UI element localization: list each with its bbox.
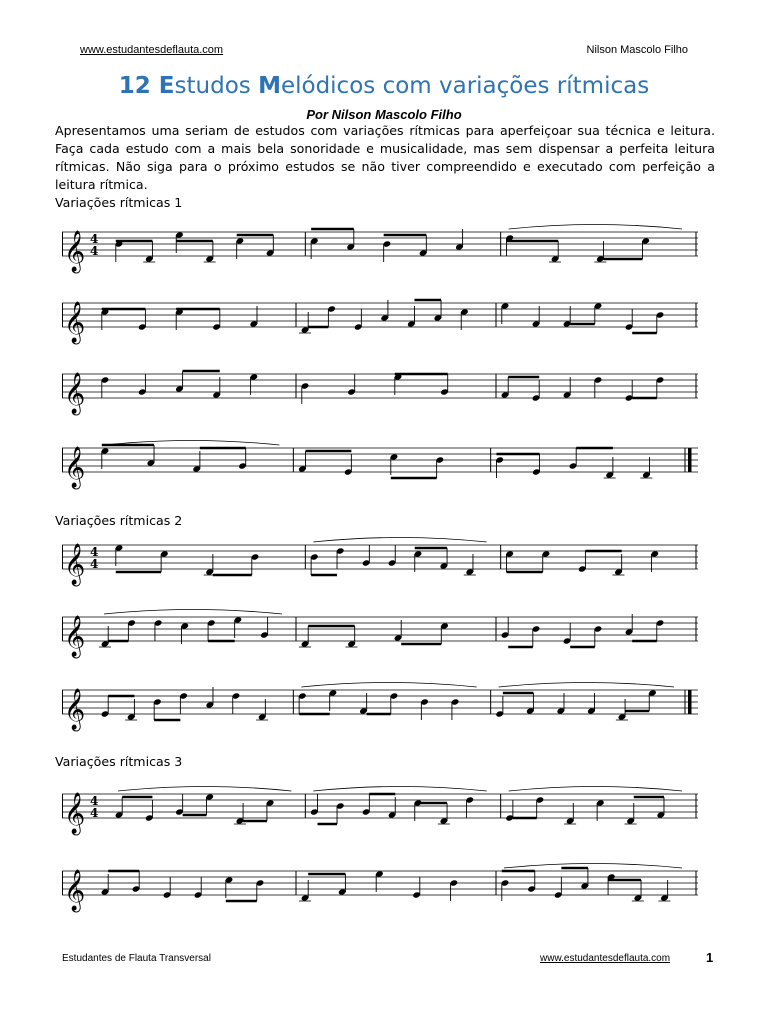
header-website-link[interactable]: www.estudantesdeflauta.com: [80, 44, 224, 56]
treble-clef-icon: 𝄞: [64, 616, 86, 657]
treble-clef-icon: 𝄞: [64, 544, 86, 585]
staff-graphic: [62, 293, 698, 343]
staff-graphic: [62, 861, 698, 911]
staff-graphic: [62, 535, 698, 585]
slur: [499, 683, 674, 688]
section-label-1: Variações rítmicas 1: [55, 195, 183, 210]
time-signature-top: 4: [90, 545, 99, 559]
music-staff: [62, 784, 698, 834]
final-bar-line: [688, 690, 692, 714]
section-label-2: Variações rítmicas 2: [55, 513, 183, 528]
header-author: Nilson Mascolo Filho: [586, 44, 688, 56]
slur: [509, 225, 682, 230]
treble-clef-icon: 𝄞: [64, 302, 86, 343]
slur: [509, 787, 682, 792]
treble-clef-icon: 𝄞: [64, 870, 86, 911]
music-staff: [62, 364, 698, 414]
music-staff: [62, 438, 698, 488]
music-staff: [62, 680, 698, 730]
slur: [301, 683, 476, 688]
slur: [313, 787, 486, 792]
staff-graphic: [62, 364, 698, 414]
music-staff: [62, 607, 698, 657]
treble-clef-icon: 𝄞: [64, 793, 86, 834]
page-title: [0, 73, 768, 99]
slur: [104, 610, 282, 615]
time-signature-top: 4: [90, 794, 99, 808]
treble-clef-icon: 𝄞: [64, 373, 86, 414]
staff-graphic: [62, 222, 698, 272]
staff-graphic: [62, 438, 698, 488]
time-signature-bottom: 4: [90, 557, 99, 571]
slur: [504, 864, 682, 869]
title-word-studos: studos: [174, 73, 259, 99]
slur: [118, 787, 291, 792]
title-number: 12: [118, 73, 159, 99]
time-signature-bottom: 4: [90, 806, 99, 820]
time-signature-top: 4: [90, 232, 99, 246]
music-staff: [62, 861, 698, 911]
music-staff: [62, 293, 698, 343]
page-subtitle: Por Nilson Mascolo Filho: [306, 107, 462, 122]
staff-graphic: [62, 607, 698, 657]
footer-website-link[interactable]: www.estudantesdeflauta.com: [540, 953, 671, 964]
title-initial-m: M: [258, 73, 281, 99]
section-label-3: Variações rítmicas 3: [55, 754, 183, 769]
page-number: 1: [706, 950, 714, 965]
treble-clef-icon: 𝄞: [64, 447, 86, 488]
time-signature-bottom: 4: [90, 244, 99, 258]
music-staff: [62, 222, 698, 272]
music-staff: [62, 535, 698, 585]
footer-left: Estudantes de Flauta Transversal: [62, 953, 211, 964]
staff-graphic: [62, 784, 698, 834]
title-initial-e: E: [158, 73, 175, 99]
treble-clef-icon: 𝄞: [64, 231, 86, 272]
slur: [313, 538, 486, 543]
intro-paragraph: Apresentamos uma seriam de estudos com variações rítmicas para aperfeiçoar sua técnica e leitura. Faça cada estudo com a mais bela sonoridade e musicalidade, mas sem dispensar a perfeita leitura rítmicas. Não siga para o próximo estudos se não tiver compreendido e executado com perfeição a leitura rítmica.: [55, 123, 715, 192]
title-rest: elódicos com variações rítmicas: [280, 73, 650, 99]
treble-clef-icon: 𝄞: [64, 689, 86, 730]
staff-graphic: [62, 680, 698, 730]
final-bar-line: [688, 448, 692, 472]
